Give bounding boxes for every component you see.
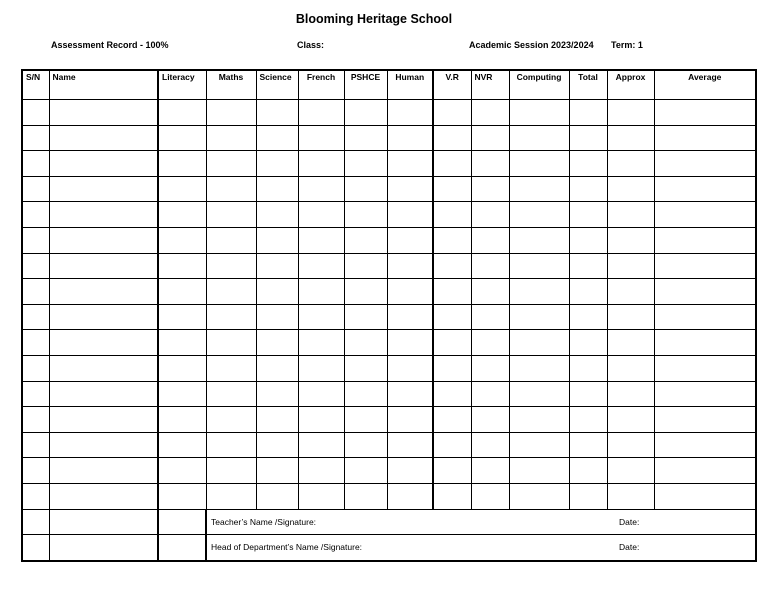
cell-sn[interactable] — [22, 253, 49, 279]
cell-science[interactable] — [256, 279, 298, 305]
cell-name[interactable] — [49, 253, 158, 279]
table-row — [22, 304, 756, 330]
cell-name[interactable] — [49, 458, 158, 484]
cell-literacy[interactable] — [158, 355, 206, 381]
cell-literacy[interactable] — [158, 202, 206, 228]
cell-computing[interactable] — [509, 279, 569, 305]
cell-nvr[interactable] — [471, 151, 509, 177]
cell-sn[interactable] — [22, 432, 49, 458]
table-row — [22, 202, 756, 228]
cell-science[interactable] — [256, 304, 298, 330]
cell-nvr[interactable] — [471, 355, 509, 381]
cell-vr[interactable] — [433, 432, 471, 458]
cell-sn[interactable] — [22, 381, 49, 407]
cell-science[interactable] — [256, 151, 298, 177]
cell-human[interactable] — [387, 458, 433, 484]
cell-computing[interactable] — [509, 100, 569, 126]
cell-french[interactable] — [298, 227, 344, 253]
cell-french[interactable] — [298, 483, 344, 509]
cell-human[interactable] — [387, 100, 433, 126]
cell-maths[interactable] — [206, 483, 256, 509]
cell-maths[interactable] — [206, 432, 256, 458]
col-header-maths: Maths — [206, 70, 256, 100]
cell-human[interactable] — [387, 330, 433, 356]
cell-science[interactable] — [256, 253, 298, 279]
cell-maths[interactable] — [206, 458, 256, 484]
cell-average[interactable] — [654, 253, 756, 279]
cell-approx[interactable] — [607, 253, 654, 279]
cell-approx[interactable] — [607, 381, 654, 407]
cell-science[interactable] — [256, 330, 298, 356]
cell-name[interactable] — [49, 304, 158, 330]
cell-total[interactable] — [569, 151, 607, 177]
cell-computing[interactable] — [509, 202, 569, 228]
cell-nvr[interactable] — [471, 407, 509, 433]
cell-maths[interactable] — [206, 381, 256, 407]
cell-maths[interactable] — [206, 176, 256, 202]
teacher-signature-label: Teacher’s Name /Signature: — [211, 516, 317, 527]
cell-human[interactable] — [387, 253, 433, 279]
cell-name[interactable] — [49, 330, 158, 356]
cell-literacy[interactable] — [158, 100, 206, 126]
cell-sn[interactable] — [22, 355, 49, 381]
cell-vr[interactable] — [433, 202, 471, 228]
cell-sn[interactable] — [22, 227, 49, 253]
cell-vr[interactable] — [433, 279, 471, 305]
footer-name-cell[interactable] — [49, 535, 158, 561]
assessment-record-label: Assessment Record - 100% — [51, 40, 169, 50]
cell-total[interactable] — [569, 227, 607, 253]
cell-average[interactable] — [654, 202, 756, 228]
cell-total[interactable] — [569, 407, 607, 433]
cell-pshce[interactable] — [344, 227, 387, 253]
cell-total[interactable] — [569, 202, 607, 228]
cell-nvr[interactable] — [471, 279, 509, 305]
cell-approx[interactable] — [607, 176, 654, 202]
cell-name[interactable] — [49, 100, 158, 126]
cell-literacy[interactable] — [158, 304, 206, 330]
cell-computing[interactable] — [509, 432, 569, 458]
school-title: Blooming Heritage School — [295, 12, 453, 26]
cell-approx[interactable] — [607, 355, 654, 381]
cell-pshce[interactable] — [344, 355, 387, 381]
cell-literacy[interactable] — [158, 125, 206, 151]
cell-science[interactable] — [256, 381, 298, 407]
cell-human[interactable] — [387, 483, 433, 509]
cell-science[interactable] — [256, 176, 298, 202]
footer-literacy-cell[interactable] — [158, 509, 206, 535]
cell-french[interactable] — [298, 304, 344, 330]
cell-approx[interactable] — [607, 330, 654, 356]
cell-pshce[interactable] — [344, 330, 387, 356]
cell-average[interactable] — [654, 304, 756, 330]
cell-average[interactable] — [654, 330, 756, 356]
cell-average[interactable] — [654, 100, 756, 126]
cell-nvr[interactable] — [471, 227, 509, 253]
cell-sn[interactable] — [22, 176, 49, 202]
cell-french[interactable] — [298, 355, 344, 381]
cell-nvr[interactable] — [471, 330, 509, 356]
cell-maths[interactable] — [206, 202, 256, 228]
term-label: Term: 1 — [611, 40, 643, 50]
cell-average[interactable] — [654, 125, 756, 151]
cell-sn[interactable] — [22, 407, 49, 433]
table-row — [22, 227, 756, 253]
cell-french[interactable] — [298, 330, 344, 356]
cell-average[interactable] — [654, 432, 756, 458]
cell-name[interactable] — [49, 227, 158, 253]
cell-human[interactable] — [387, 125, 433, 151]
cell-sn[interactable] — [22, 279, 49, 305]
cell-total[interactable] — [569, 253, 607, 279]
cell-approx[interactable] — [607, 227, 654, 253]
table-row — [22, 381, 756, 407]
cell-nvr[interactable] — [471, 253, 509, 279]
col-header-pshce: PSHCE — [344, 70, 387, 100]
teacher-signature-cell[interactable] — [206, 509, 756, 535]
cell-approx[interactable] — [607, 125, 654, 151]
table-row — [22, 432, 756, 458]
table-row — [22, 125, 756, 151]
cell-computing[interactable] — [509, 381, 569, 407]
cell-literacy[interactable] — [158, 151, 206, 177]
cell-human[interactable] — [387, 355, 433, 381]
cell-total[interactable] — [569, 432, 607, 458]
cell-sn[interactable] — [22, 202, 49, 228]
cell-total[interactable] — [569, 458, 607, 484]
cell-pshce[interactable] — [344, 279, 387, 305]
cell-human[interactable] — [387, 176, 433, 202]
cell-approx[interactable] — [607, 304, 654, 330]
cell-literacy[interactable] — [158, 381, 206, 407]
cell-maths[interactable] — [206, 407, 256, 433]
table-body — [22, 100, 756, 510]
cell-approx[interactable] — [607, 279, 654, 305]
cell-vr[interactable] — [433, 227, 471, 253]
cell-vr[interactable] — [433, 176, 471, 202]
cell-computing[interactable] — [509, 458, 569, 484]
cell-nvr[interactable] — [471, 483, 509, 509]
cell-vr[interactable] — [433, 304, 471, 330]
cell-french[interactable] — [298, 253, 344, 279]
table-row — [22, 483, 756, 509]
cell-vr[interactable] — [433, 330, 471, 356]
cell-maths[interactable] — [206, 151, 256, 177]
cell-science[interactable] — [256, 202, 298, 228]
cell-human[interactable] — [387, 151, 433, 177]
table-row — [22, 407, 756, 433]
cell-nvr[interactable] — [471, 202, 509, 228]
cell-pshce[interactable] — [344, 202, 387, 228]
cell-maths[interactable] — [206, 253, 256, 279]
cell-average[interactable] — [654, 355, 756, 381]
cell-name[interactable] — [49, 355, 158, 381]
cell-nvr[interactable] — [471, 100, 509, 126]
cell-vr[interactable] — [433, 458, 471, 484]
cell-science[interactable] — [256, 355, 298, 381]
cell-french[interactable] — [298, 407, 344, 433]
cell-approx[interactable] — [607, 407, 654, 433]
cell-maths[interactable] — [206, 227, 256, 253]
cell-total[interactable] — [569, 100, 607, 126]
cell-nvr[interactable] — [471, 381, 509, 407]
cell-name[interactable] — [49, 483, 158, 509]
cell-french[interactable] — [298, 176, 344, 202]
cell-pshce[interactable] — [344, 253, 387, 279]
cell-maths[interactable] — [206, 355, 256, 381]
cell-computing[interactable] — [509, 330, 569, 356]
cell-total[interactable] — [569, 304, 607, 330]
footer-sn-cell[interactable] — [22, 509, 49, 535]
cell-french[interactable] — [298, 202, 344, 228]
cell-vr[interactable] — [433, 253, 471, 279]
cell-french[interactable] — [298, 381, 344, 407]
cell-average[interactable] — [654, 381, 756, 407]
cell-pshce[interactable] — [344, 407, 387, 433]
cell-average[interactable] — [654, 151, 756, 177]
cell-computing[interactable] — [509, 125, 569, 151]
cell-literacy[interactable] — [158, 176, 206, 202]
table-row — [22, 330, 756, 356]
cell-human[interactable] — [387, 381, 433, 407]
cell-french[interactable] — [298, 279, 344, 305]
cell-human[interactable] — [387, 279, 433, 305]
cell-name[interactable] — [49, 432, 158, 458]
cell-science[interactable] — [256, 100, 298, 126]
cell-nvr[interactable] — [471, 125, 509, 151]
cell-maths[interactable] — [206, 125, 256, 151]
col-header-literacy: Literacy — [158, 70, 206, 100]
cell-vr[interactable] — [433, 381, 471, 407]
cell-approx[interactable] — [607, 483, 654, 509]
cell-total[interactable] — [569, 483, 607, 509]
cell-sn[interactable] — [22, 100, 49, 126]
table-row — [22, 458, 756, 484]
cell-vr[interactable] — [433, 355, 471, 381]
cell-maths[interactable] — [206, 279, 256, 305]
cell-french[interactable] — [298, 151, 344, 177]
cell-total[interactable] — [569, 355, 607, 381]
hod-signature-row — [22, 535, 756, 561]
cell-literacy[interactable] — [158, 279, 206, 305]
cell-name[interactable] — [49, 381, 158, 407]
teacher-signature-row — [22, 509, 756, 535]
table-row — [22, 355, 756, 381]
cell-human[interactable] — [387, 304, 433, 330]
cell-pshce[interactable] — [344, 125, 387, 151]
cell-approx[interactable] — [607, 100, 654, 126]
col-header-total: Total — [569, 70, 607, 100]
cell-sn[interactable] — [22, 125, 49, 151]
cell-literacy[interactable] — [158, 483, 206, 509]
cell-pshce[interactable] — [344, 176, 387, 202]
cell-total[interactable] — [569, 279, 607, 305]
cell-science[interactable] — [256, 227, 298, 253]
cell-literacy[interactable] — [158, 432, 206, 458]
table-row — [22, 151, 756, 177]
hod-date-label: Date: — [619, 542, 640, 553]
cell-average[interactable] — [654, 483, 756, 509]
teacher-date-label: Date: — [619, 516, 640, 527]
cell-sn[interactable] — [22, 458, 49, 484]
col-header-sn: S/N — [22, 70, 49, 100]
table-row — [22, 100, 756, 126]
hod-signature-label: Head of Department’s Name /Signature: — [211, 542, 363, 553]
cell-sn[interactable] — [22, 330, 49, 356]
table-row — [22, 253, 756, 279]
cell-human[interactable] — [387, 202, 433, 228]
cell-name[interactable] — [49, 202, 158, 228]
cell-name[interactable] — [49, 176, 158, 202]
hod-signature-cell[interactable] — [206, 535, 756, 561]
cell-maths[interactable] — [206, 330, 256, 356]
col-header-approx: Approx — [607, 70, 654, 100]
assessment-table — [21, 69, 757, 562]
col-header-vr: V.R — [433, 70, 471, 100]
footer-sn-cell[interactable] — [22, 535, 49, 561]
cell-computing[interactable] — [509, 304, 569, 330]
cell-approx[interactable] — [607, 458, 654, 484]
cell-vr[interactable] — [433, 151, 471, 177]
cell-maths[interactable] — [206, 304, 256, 330]
footer-name-cell[interactable] — [49, 509, 158, 535]
col-header-name: Name — [49, 70, 158, 100]
cell-literacy[interactable] — [158, 253, 206, 279]
cell-human[interactable] — [387, 227, 433, 253]
cell-human[interactable] — [387, 432, 433, 458]
cell-french[interactable] — [298, 100, 344, 126]
cell-average[interactable] — [654, 279, 756, 305]
cell-computing[interactable] — [509, 253, 569, 279]
academic-session-label: Academic Session 2023/2024 — [469, 40, 594, 50]
cell-computing[interactable] — [509, 483, 569, 509]
cell-average[interactable] — [654, 227, 756, 253]
cell-vr[interactable] — [433, 483, 471, 509]
cell-literacy[interactable] — [158, 330, 206, 356]
cell-approx[interactable] — [607, 151, 654, 177]
cell-vr[interactable] — [433, 100, 471, 126]
cell-sn[interactable] — [22, 483, 49, 509]
table-row — [22, 279, 756, 305]
table-row — [22, 176, 756, 202]
col-header-computing: Computing — [509, 70, 569, 100]
cell-computing[interactable] — [509, 227, 569, 253]
cell-pshce[interactable] — [344, 381, 387, 407]
cell-name[interactable] — [49, 151, 158, 177]
cell-approx[interactable] — [607, 432, 654, 458]
cell-computing[interactable] — [509, 407, 569, 433]
cell-average[interactable] — [654, 407, 756, 433]
cell-total[interactable] — [569, 381, 607, 407]
cell-pshce[interactable] — [344, 483, 387, 509]
footer-literacy-cell[interactable] — [158, 535, 206, 561]
cell-computing[interactable] — [509, 355, 569, 381]
cell-average[interactable] — [654, 176, 756, 202]
cell-nvr[interactable] — [471, 304, 509, 330]
col-header-science: Science — [256, 70, 298, 100]
cell-approx[interactable] — [607, 202, 654, 228]
header-row — [22, 70, 756, 100]
cell-name[interactable] — [49, 279, 158, 305]
cell-average[interactable] — [654, 458, 756, 484]
cell-pshce[interactable] — [344, 151, 387, 177]
cell-total[interactable] — [569, 125, 607, 151]
cell-total[interactable] — [569, 330, 607, 356]
cell-science[interactable] — [256, 483, 298, 509]
cell-maths[interactable] — [206, 100, 256, 126]
cell-sn[interactable] — [22, 151, 49, 177]
cell-pshce[interactable] — [344, 100, 387, 126]
cell-science[interactable] — [256, 458, 298, 484]
cell-vr[interactable] — [433, 407, 471, 433]
cell-total[interactable] — [569, 176, 607, 202]
cell-computing[interactable] — [509, 151, 569, 177]
cell-french[interactable] — [298, 458, 344, 484]
col-header-human: Human — [387, 70, 433, 100]
cell-science[interactable] — [256, 125, 298, 151]
cell-computing[interactable] — [509, 176, 569, 202]
cell-vr[interactable] — [433, 125, 471, 151]
cell-human[interactable] — [387, 407, 433, 433]
col-header-french: French — [298, 70, 344, 100]
cell-science[interactable] — [256, 432, 298, 458]
cell-name[interactable] — [49, 407, 158, 433]
cell-literacy[interactable] — [158, 227, 206, 253]
cell-nvr[interactable] — [471, 176, 509, 202]
cell-nvr[interactable] — [471, 432, 509, 458]
cell-science[interactable] — [256, 407, 298, 433]
col-header-nvr: NVR — [471, 70, 509, 100]
cell-name[interactable] — [49, 125, 158, 151]
class-label: Class: — [297, 40, 325, 50]
cell-french[interactable] — [298, 125, 344, 151]
cell-literacy[interactable] — [158, 407, 206, 433]
cell-sn[interactable] — [22, 304, 49, 330]
cell-french[interactable] — [298, 432, 344, 458]
cell-pshce[interactable] — [344, 432, 387, 458]
col-header-average: Average — [654, 70, 756, 100]
cell-pshce[interactable] — [344, 304, 387, 330]
cell-nvr[interactable] — [471, 458, 509, 484]
cell-literacy[interactable] — [158, 458, 206, 484]
cell-pshce[interactable] — [344, 458, 387, 484]
